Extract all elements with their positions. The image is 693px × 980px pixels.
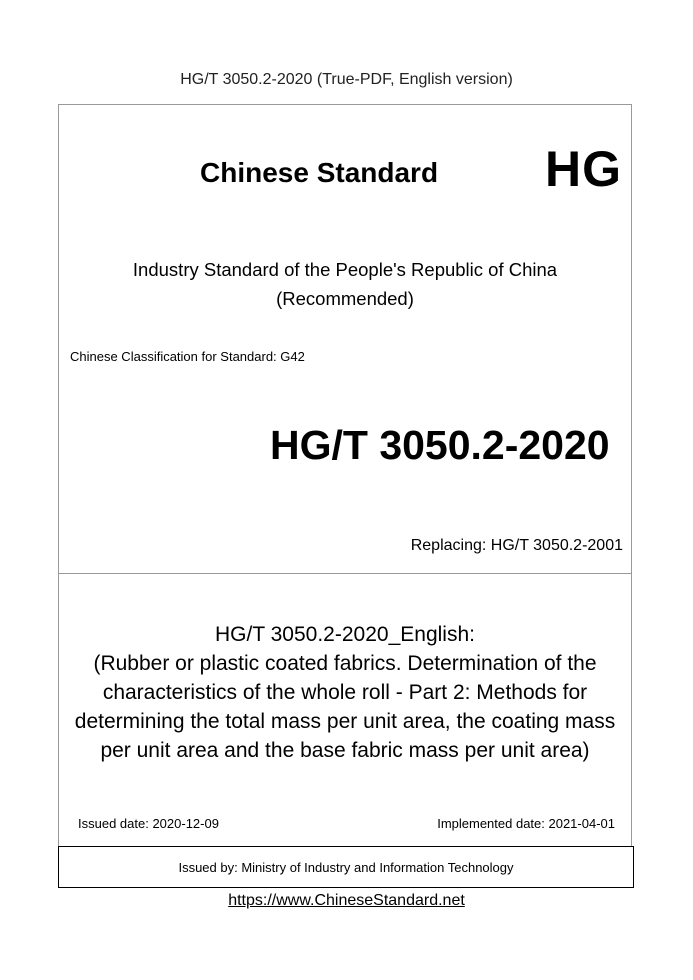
title-line: (Rubber or plastic coated fabrics. Determination of the xyxy=(93,652,597,675)
website-link[interactable]: https://www.ChineseStandard.net xyxy=(228,892,465,909)
title-line: determining the total mass per unit area, the coating mass xyxy=(74,710,616,733)
title-line: HG/T 3050.2-2020_English: xyxy=(215,623,475,646)
footer xyxy=(0,892,693,910)
industry-standard-line: Industry Standard of the People's Republic of China xyxy=(132,259,558,280)
recommended-line: (Recommended) xyxy=(276,288,414,309)
issuer-box xyxy=(58,846,634,888)
implemented-date: Implemented date: 2021-04-01 xyxy=(437,816,615,831)
standard-number: HG/T 3050.2-2020 xyxy=(270,422,610,468)
document-header: HG/T 3050.2-2020 (True-PDF, English version) xyxy=(180,71,513,88)
document-title xyxy=(58,620,632,765)
classification-line: Chinese Classification for Standard: G42 xyxy=(70,349,305,364)
issuer-text: Issued by: Ministry of Industry and Information Technology xyxy=(178,859,514,875)
replacing-line: Replacing: HG/T 3050.2-2001 xyxy=(410,537,623,554)
issued-date: Issued date: 2020-12-09 xyxy=(78,816,219,831)
title-line: per unit area and the base fabric mass per unit area) xyxy=(100,739,590,762)
standard-code-logo: HG xyxy=(545,141,622,197)
standard-label: Chinese Standard xyxy=(200,157,439,188)
title-line: characteristics of the whole roll - Part 2: Methods for xyxy=(102,681,588,704)
